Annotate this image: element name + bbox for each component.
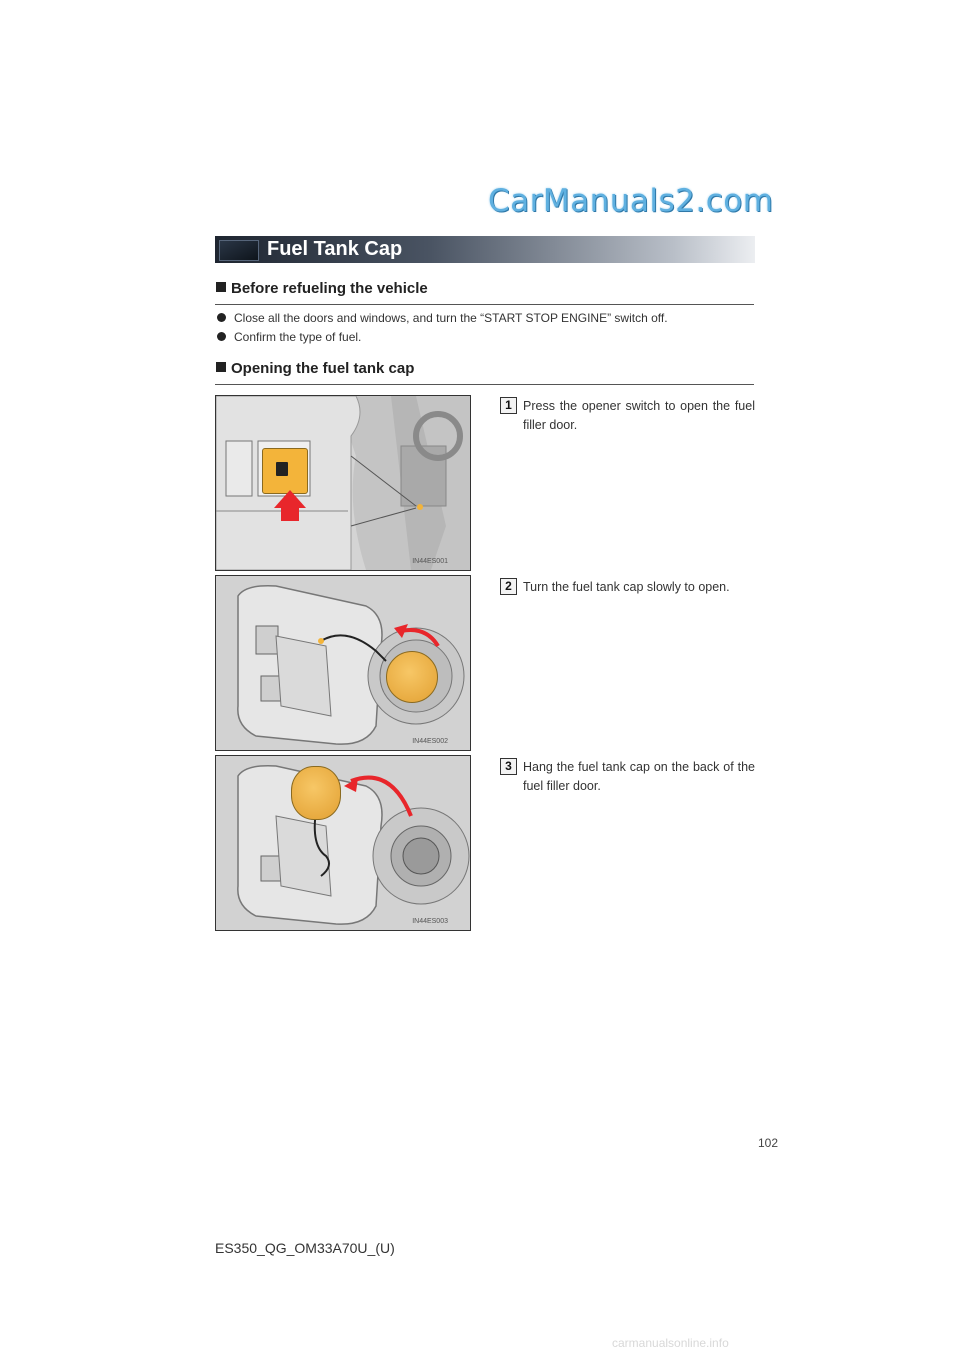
figure-code: IN44ES001 <box>412 558 448 565</box>
bullet-text: Close all the doors and windows, and turn the “START STOP ENGINE” switch off. <box>234 311 668 325</box>
figure-code: IN44ES003 <box>412 918 448 925</box>
red-arrow-stem <box>281 507 299 521</box>
step-text: Press the opener switch to open the fuel filler door. <box>523 399 755 432</box>
subheading-text: Opening the fuel tank cap <box>231 360 415 377</box>
figure-turn-cap <box>215 575 471 751</box>
figure-hang-cap <box>215 755 471 931</box>
section-icon <box>219 240 259 261</box>
step-number-badge: 2 <box>500 578 517 595</box>
step-number-badge: 3 <box>500 758 517 775</box>
bullet-item <box>215 329 361 345</box>
page-number: 102 <box>758 1136 779 1150</box>
watermark-logo: CarManuals2.com <box>488 183 774 219</box>
bullet-dot-icon <box>217 332 226 341</box>
step-text: Turn the fuel tank cap slowly to open. <box>523 580 730 594</box>
step-number-badge: 1 <box>500 397 517 414</box>
red-arrow-icon <box>274 490 306 508</box>
section-header <box>215 236 755 263</box>
bullet-dot-icon <box>217 313 226 322</box>
fuel-cap-icon <box>386 651 438 703</box>
figure-opener-switch <box>215 395 471 571</box>
watermark-footer: carmanualsonline.info <box>612 1336 729 1350</box>
figure-code: IN44ES002 <box>412 738 448 745</box>
bullet-item <box>215 310 668 326</box>
fuel-pump-icon <box>276 462 288 476</box>
step-text: Hang the fuel tank cap on the back of the fuel filler door. <box>523 760 755 793</box>
square-bullet-icon <box>216 362 226 372</box>
subheading-opening-cap <box>215 360 754 385</box>
subheading-before-refueling <box>215 280 754 305</box>
subheading-text: Before refueling the vehicle <box>231 280 428 297</box>
section-title: Fuel Tank Cap <box>267 238 403 260</box>
bullet-text: Confirm the type of fuel. <box>234 330 362 344</box>
document-code: ES350_QG_OM33A70U_(U) <box>215 1240 395 1256</box>
square-bullet-icon <box>216 282 226 292</box>
fuel-cap-icon <box>291 766 341 820</box>
